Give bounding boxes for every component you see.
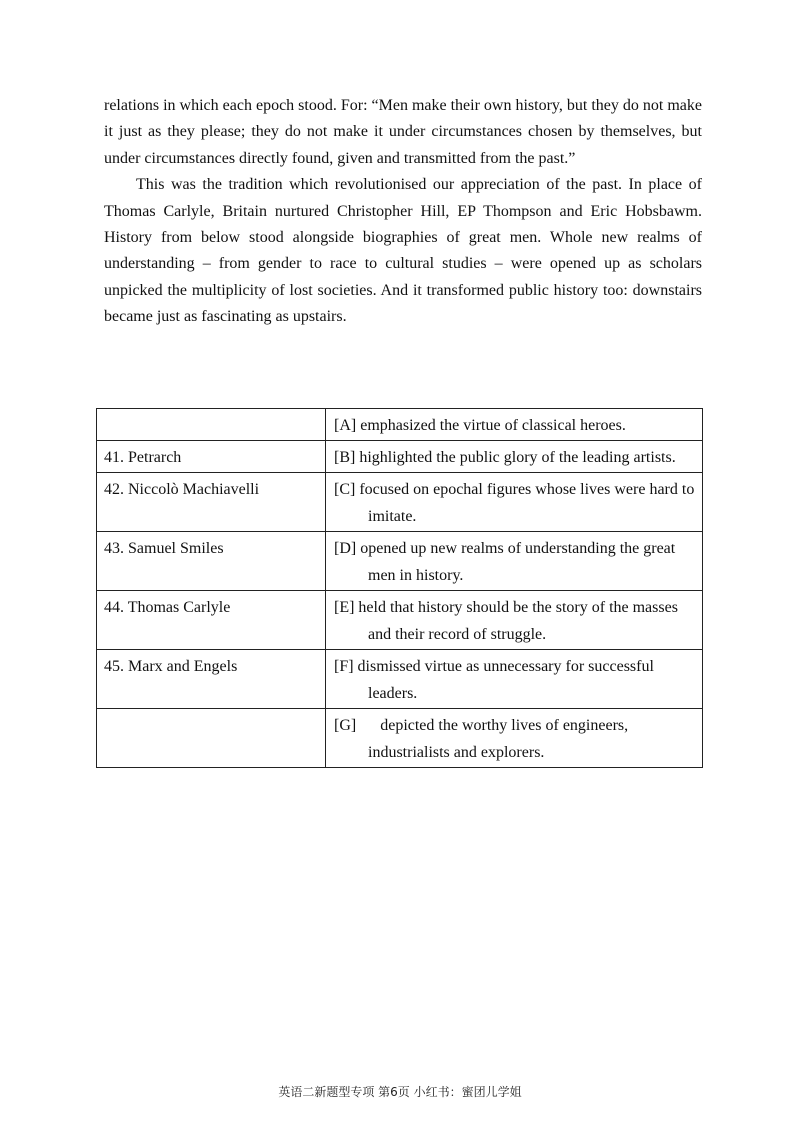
page-footer: 英语二新题型专项 第6页 小红书：蜜团儿学姐 (278, 1085, 522, 1099)
option-text: [F] dismissed virtue as unnecessary for successful leaders. (334, 658, 654, 702)
option-text: [C] focused on epochal figures whose lives were hard to imitate. (334, 481, 695, 525)
table-row (97, 409, 703, 441)
item-cell (97, 409, 326, 441)
option-cell (326, 473, 703, 532)
item-cell (97, 709, 326, 768)
table-row (97, 532, 703, 591)
reading-passage (104, 93, 702, 331)
table-row (97, 473, 703, 532)
table-row (97, 709, 703, 768)
option-cell (326, 409, 703, 441)
item-cell: 41. Petrarch (97, 441, 326, 473)
item-cell: 44. Thomas Carlyle (97, 591, 326, 650)
item-cell: 42. Niccolò Machiavelli (97, 473, 326, 532)
passage-paragraph-2: This was the tradition which revolutionised our appreciation of the past. In place of Thomas Carlyle, Britain nurtured Christopher Hill, EP Thompson and Eric Hobsbawm. History from below stood alongside biographies of great men. Whole new realms of understanding – from gender to race to cultural studies – were opened up as scholars unpicked the multiplicity of lost societies. And it transformed public history too: downstairs became just as fascinating as upstairs. (104, 176, 702, 326)
option-cell (326, 709, 703, 768)
table-row (97, 591, 703, 650)
option-cell (326, 532, 703, 591)
item-cell: 43. Samuel Smiles (97, 532, 326, 591)
item-cell: 45. Marx and Engels (97, 650, 326, 709)
table-row (97, 441, 703, 473)
option-text: [B] highlighted the public glory of the leading artists. (334, 449, 676, 466)
option-cell (326, 441, 703, 473)
matching-table (96, 408, 703, 768)
option-text: [A] emphasized the virtue of classical heroes. (334, 417, 626, 434)
option-cell (326, 591, 703, 650)
table-row (97, 650, 703, 709)
option-text: [D] opened up new realms of understanding the great men in history. (334, 540, 676, 584)
option-cell (326, 650, 703, 709)
option-text: [E] held that history should be the story of the masses and their record of struggle. (334, 599, 678, 643)
passage-paragraph-1: relations in which each epoch stood. For: “Men make their own history, but they do not make it just as they please; they do not make it under circumstances chosen by themselves, but under circumstances directly found, given and transmitted from the past.” (104, 97, 702, 167)
option-text: [G] depicted the worthy lives of engineers, industrialists and explorers. (334, 717, 633, 761)
